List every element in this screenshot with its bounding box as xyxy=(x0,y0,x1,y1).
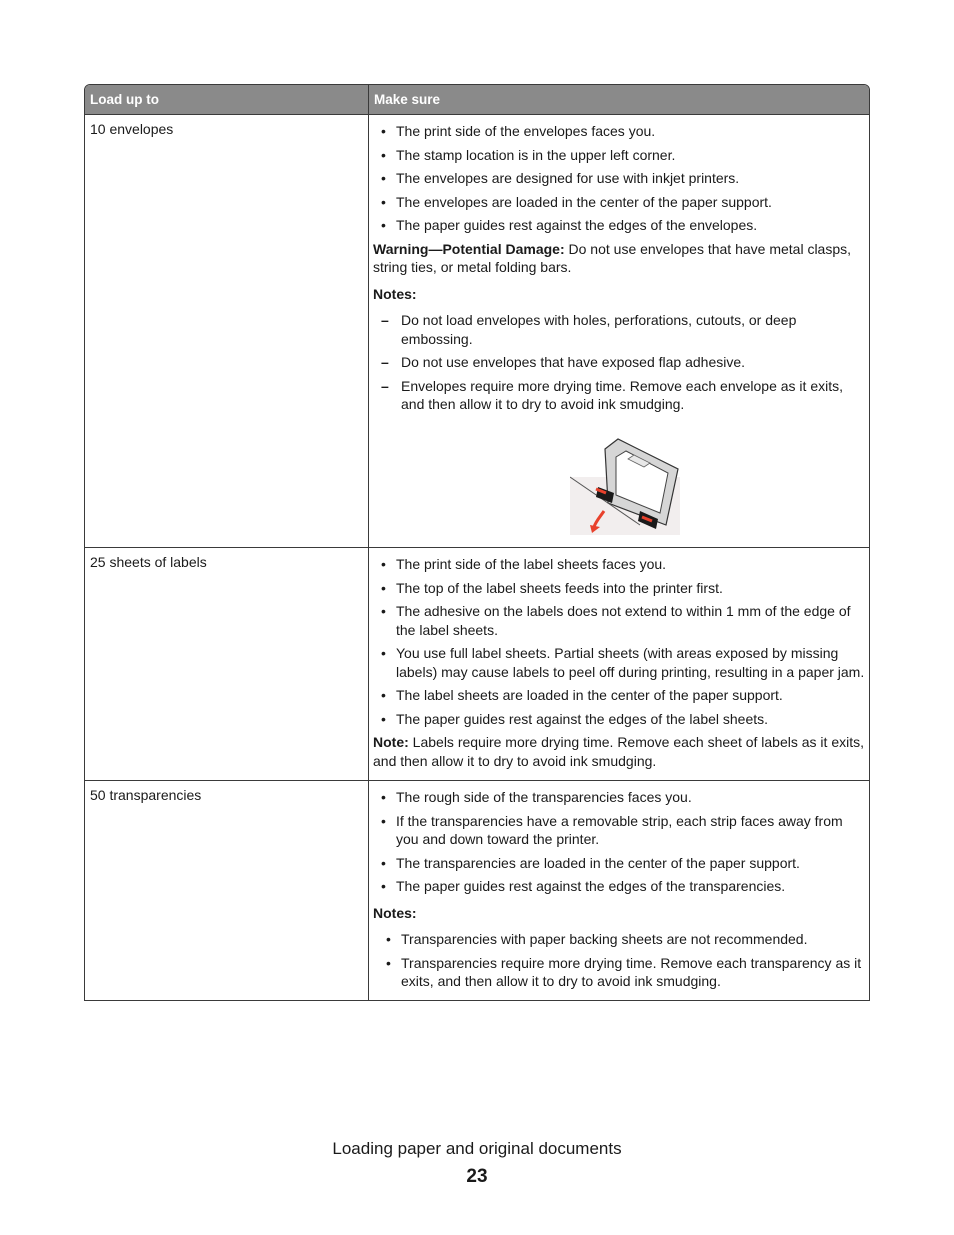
table-row-labels xyxy=(85,548,869,781)
list-item: • If the transparencies have a removable strip, each strip faces away from you and down toward the printer. xyxy=(373,812,865,849)
page-number: 23 xyxy=(466,1166,488,1187)
list-item: • The label sheets are loaded in the center of the paper support. xyxy=(373,686,865,705)
note-item: – Do not load envelopes with holes, perforations, cutouts, or deep embossing. xyxy=(373,311,865,348)
note-item: • Transparencies with paper backing sheets are not recommended. xyxy=(373,930,865,949)
load-capacity-cell: 10 envelopes xyxy=(85,115,369,547)
paper-loading-table xyxy=(84,84,870,1001)
notes-list xyxy=(373,311,865,414)
notes-heading: Notes: xyxy=(373,904,417,921)
list-item: • The print side of the envelopes faces you. xyxy=(373,122,865,141)
checklist xyxy=(373,555,865,728)
make-sure-cell xyxy=(369,781,869,1000)
warning-text: Do not use envelopes that have metal clasps, string ties, or metal folding bars. xyxy=(373,240,852,275)
notes-heading: Notes: xyxy=(373,285,417,302)
list-item: • The envelopes are designed for use with inkjet printers. xyxy=(373,169,865,188)
note-label: Note: xyxy=(373,734,409,750)
list-item: • The adhesive on the labels does not extend to within 1 mm of the edge of the label sheets. xyxy=(373,602,865,639)
list-item: • The rough side of the transparencies faces you. xyxy=(373,788,865,807)
list-item: • The paper guides rest against the edges of the envelopes. xyxy=(373,216,865,235)
table-header-row xyxy=(85,85,869,115)
load-capacity-cell: 50 transparencies xyxy=(85,781,369,1000)
note-text: Labels require more drying time. Remove each sheet of labels as it exits, and then allow it to dry to avoid ink smudging. xyxy=(373,734,864,769)
list-item: • The stamp location is in the upper left corner. xyxy=(373,146,865,165)
notes-list xyxy=(373,930,865,991)
table-row-transparencies xyxy=(85,781,869,1000)
header-load-up-to: Load up to xyxy=(85,85,369,114)
list-item: • The paper guides rest against the edges of the transparencies. xyxy=(373,877,865,896)
load-capacity-cell: 25 sheets of labels xyxy=(85,548,369,780)
footer-section-title: Loading paper and original documents xyxy=(332,1139,622,1158)
table-row-envelopes xyxy=(85,115,869,548)
header-make-sure: Make sure xyxy=(374,92,441,107)
list-item: • The transparencies are loaded in the center of the paper support. xyxy=(373,854,865,873)
note-paragraph xyxy=(373,733,865,770)
make-sure-cell xyxy=(369,548,869,780)
warning-paragraph xyxy=(373,240,865,277)
checklist xyxy=(373,122,865,235)
list-item: • The top of the label sheets feeds into the printer first. xyxy=(373,579,865,598)
envelope-loading-illustration xyxy=(570,437,680,535)
make-sure-cell xyxy=(369,115,869,547)
warning-label: Warning—Potential Damage: xyxy=(373,240,565,257)
note-item: – Do not use envelopes that have exposed flap adhesive. xyxy=(373,353,865,372)
list-item: • The envelopes are loaded in the center of the paper support. xyxy=(373,193,865,212)
list-item: • You use full label sheets. Partial sheets (with areas exposed by missing labels) may cause labels to peel off during printing, resulting in a paper jam. xyxy=(373,644,865,681)
note-item: • Transparencies require more drying time. Remove each transparency as it exits, and then allow it to dry to avoid ink smudging. xyxy=(373,954,865,991)
list-item: • The print side of the label sheets faces you. xyxy=(373,555,865,574)
checklist xyxy=(373,788,865,896)
list-item: • The paper guides rest against the edges of the label sheets. xyxy=(373,710,865,729)
note-item: – Envelopes require more drying time. Remove each envelope as it exits, and then allow it to dry to avoid ink smudging. xyxy=(373,377,865,414)
